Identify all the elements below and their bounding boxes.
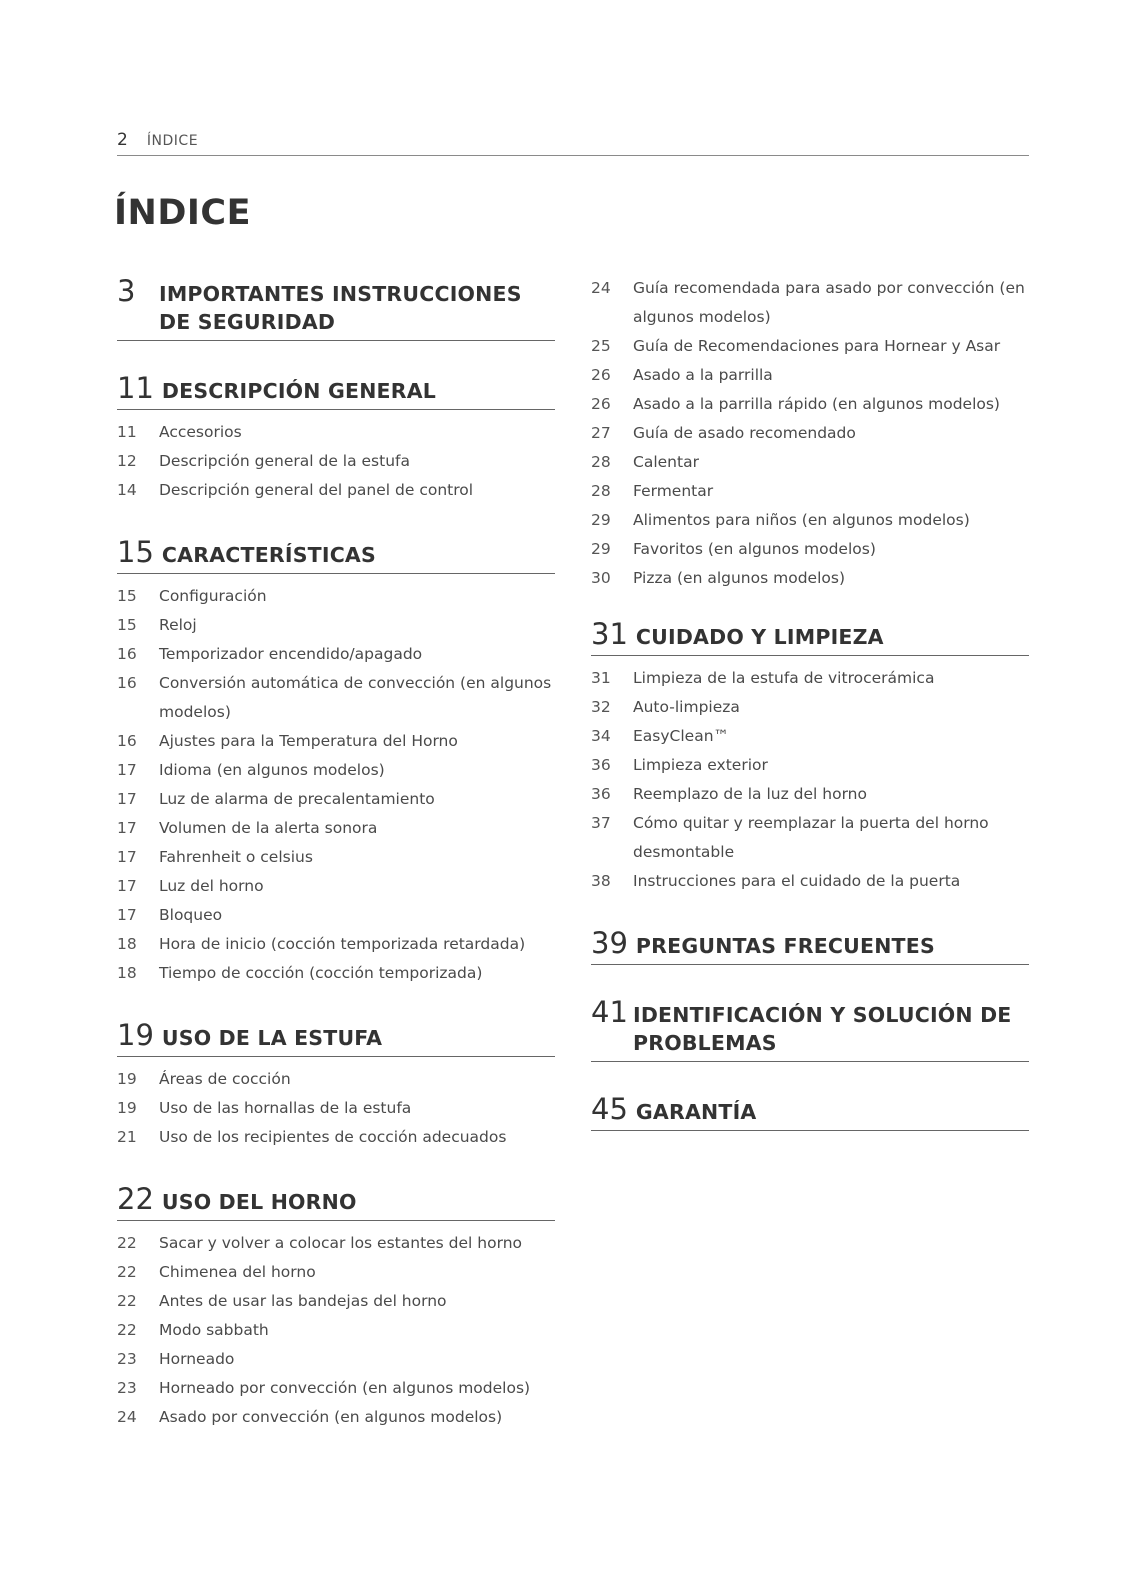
section-title: CARACTERÍSTICAS bbox=[161, 543, 376, 567]
entry-page-number: 28 bbox=[591, 482, 611, 500]
entry-page-number: 17 bbox=[117, 848, 137, 866]
toc-entry bbox=[591, 780, 1029, 809]
entry-page-number: 17 bbox=[117, 761, 137, 779]
toc-entry bbox=[591, 664, 1029, 693]
toc-entry bbox=[117, 1374, 555, 1403]
entry-text: Guía recomendada para asado por convección (en algunos modelos) bbox=[633, 279, 1025, 326]
toc-entry bbox=[117, 1123, 555, 1152]
toc-entry bbox=[591, 751, 1029, 780]
entry-text: Uso de las hornallas de la estufa bbox=[159, 1099, 412, 1117]
entry-text: Reemplazo de la luz del horno bbox=[633, 785, 867, 803]
section-number: 11 bbox=[117, 371, 154, 405]
entry-page-number: 26 bbox=[591, 395, 611, 413]
section-title: IMPORTANTES INSTRUCCIONES DE SEGURIDAD bbox=[159, 282, 522, 334]
entry-page-number: 17 bbox=[117, 877, 137, 895]
toc-section bbox=[117, 371, 555, 505]
section-heading bbox=[591, 995, 1029, 1062]
entry-text: Volumen de la alerta sonora bbox=[159, 819, 378, 837]
entry-text: Descripción general de la estufa bbox=[159, 452, 410, 470]
toc-entry bbox=[117, 640, 555, 669]
toc-section bbox=[117, 535, 555, 988]
entry-page-number: 11 bbox=[117, 423, 137, 441]
entry-page-number: 14 bbox=[117, 481, 137, 499]
entry-page-number: 17 bbox=[117, 790, 137, 808]
entry-text: Cómo quitar y reemplazar la puerta del horno desmontable bbox=[633, 814, 989, 861]
entry-text: Antes de usar las bandejas del horno bbox=[159, 1292, 447, 1310]
section-number: 15 bbox=[117, 535, 154, 569]
toc-entry bbox=[591, 506, 1029, 535]
toc-entry bbox=[117, 1345, 555, 1374]
toc-entry bbox=[591, 867, 1029, 896]
section-heading bbox=[591, 926, 1029, 965]
entry-page-number: 26 bbox=[591, 366, 611, 384]
entry-list bbox=[117, 1229, 555, 1432]
section-title: DESCRIPCIÓN GENERAL bbox=[161, 379, 437, 403]
section-title: GARANTÍA bbox=[635, 1100, 757, 1124]
entry-page-number: 22 bbox=[117, 1321, 137, 1339]
section-heading bbox=[117, 1018, 555, 1057]
entry-text: Auto-limpieza bbox=[633, 698, 740, 716]
toc-entry bbox=[591, 332, 1029, 361]
entry-text: Pizza (en algunos modelos) bbox=[633, 569, 845, 587]
entry-page-number: 30 bbox=[591, 569, 611, 587]
entry-page-number: 18 bbox=[117, 964, 137, 982]
entry-page-number: 16 bbox=[117, 645, 137, 663]
toc-left-column bbox=[117, 274, 555, 1462]
entry-text: Conversión automática de convección (en algunos modelos) bbox=[159, 674, 552, 721]
entry-text: Idioma (en algunos modelos) bbox=[159, 761, 385, 779]
entry-page-number: 23 bbox=[117, 1379, 137, 1397]
section-title: CUIDADO Y LIMPIEZA bbox=[635, 625, 884, 649]
entry-text: Luz de alarma de precalentamiento bbox=[159, 790, 435, 808]
entry-page-number: 15 bbox=[117, 616, 137, 634]
toc-entry bbox=[591, 390, 1029, 419]
section-heading bbox=[591, 617, 1029, 656]
section-heading bbox=[117, 371, 555, 410]
entry-page-number: 38 bbox=[591, 872, 611, 890]
toc-entry bbox=[591, 448, 1029, 477]
toc-entry bbox=[117, 1229, 555, 1258]
entry-list bbox=[591, 274, 1029, 593]
entry-page-number: 31 bbox=[591, 669, 611, 687]
entry-page-number: 34 bbox=[591, 727, 611, 745]
entry-text: Fahrenheit o celsius bbox=[159, 848, 313, 866]
section-number: 45 bbox=[591, 1092, 628, 1126]
entry-text: Guía de Recomendaciones para Hornear y Asar bbox=[633, 337, 1001, 355]
entry-page-number: 19 bbox=[117, 1099, 137, 1117]
entry-text: Uso de los recipientes de cocción adecuados bbox=[159, 1128, 507, 1146]
entry-page-number: 29 bbox=[591, 540, 611, 558]
entry-text: Descripción general del panel de control bbox=[159, 481, 474, 499]
toc-section bbox=[591, 1092, 1029, 1131]
entry-list bbox=[591, 664, 1029, 896]
running-title: ÍNDICE bbox=[146, 133, 199, 149]
toc-section bbox=[591, 617, 1029, 896]
entry-page-number: 22 bbox=[117, 1292, 137, 1310]
section-heading bbox=[117, 535, 555, 574]
section-number: 22 bbox=[117, 1182, 154, 1216]
entry-text: Tiempo de cocción (cocción temporizada) bbox=[159, 964, 483, 982]
toc-section bbox=[117, 1182, 555, 1432]
entry-page-number: 16 bbox=[117, 674, 137, 692]
entry-page-number: 21 bbox=[117, 1128, 137, 1146]
toc-entry bbox=[117, 582, 555, 611]
entry-text: Ajustes para la Temperatura del Horno bbox=[159, 732, 458, 750]
entry-page-number: 23 bbox=[117, 1350, 137, 1368]
entry-text: Limpieza de la estufa de vitrocerámica bbox=[633, 669, 935, 687]
toc-entry bbox=[591, 535, 1029, 564]
entry-text: Configuración bbox=[159, 587, 267, 605]
entry-text: Sacar y volver a colocar los estantes del horno bbox=[159, 1234, 523, 1252]
toc-entry bbox=[117, 930, 555, 959]
toc-section bbox=[591, 926, 1029, 965]
toc-entry bbox=[591, 419, 1029, 448]
entry-text: Luz del horno bbox=[159, 877, 264, 895]
section-heading bbox=[117, 1182, 555, 1221]
section-heading bbox=[117, 274, 555, 341]
entry-text: Calentar bbox=[633, 453, 699, 471]
toc-entry bbox=[591, 274, 1029, 332]
entry-page-number: 22 bbox=[117, 1263, 137, 1281]
toc-entry bbox=[117, 1403, 555, 1432]
entry-text: Guía de asado recomendado bbox=[633, 424, 856, 442]
entry-text: Alimentos para niños (en algunos modelos) bbox=[633, 511, 970, 529]
toc-entry bbox=[591, 693, 1029, 722]
section-title: IDENTIFICACIÓN Y SOLUCIÓN DE PROBLEMAS bbox=[633, 1003, 1012, 1055]
toc-entry bbox=[117, 447, 555, 476]
page-title: ÍNDICE bbox=[114, 193, 251, 233]
section-number: 19 bbox=[117, 1018, 154, 1052]
toc-entry bbox=[117, 1065, 555, 1094]
entry-list bbox=[117, 418, 555, 505]
entry-text: Modo sabbath bbox=[159, 1321, 269, 1339]
entry-text: Asado por convección (en algunos modelos) bbox=[159, 1408, 503, 1426]
toc-entry bbox=[591, 564, 1029, 593]
entry-text: Asado a la parrilla bbox=[633, 366, 773, 384]
entry-page-number: 25 bbox=[591, 337, 611, 355]
toc-entry bbox=[117, 1316, 555, 1345]
running-header bbox=[117, 130, 1029, 156]
entry-page-number: 17 bbox=[117, 906, 137, 924]
section-heading bbox=[591, 1092, 1029, 1131]
toc-section bbox=[117, 274, 555, 341]
toc-entry bbox=[117, 814, 555, 843]
section-number: 41 bbox=[591, 995, 628, 1029]
toc-right-column bbox=[591, 274, 1029, 1161]
toc-section bbox=[117, 1018, 555, 1152]
entry-text: Accesorios bbox=[159, 423, 242, 441]
toc-entry bbox=[117, 476, 555, 505]
entry-page-number: 24 bbox=[117, 1408, 137, 1426]
toc-entry bbox=[117, 611, 555, 640]
entry-text: Bloqueo bbox=[159, 906, 223, 924]
toc-entry bbox=[117, 1258, 555, 1287]
page-number: 2 bbox=[117, 130, 128, 150]
entry-text: Áreas de cocción bbox=[159, 1070, 291, 1088]
entry-text: Hora de inicio (cocción temporizada retardada) bbox=[159, 935, 526, 953]
entry-text: Instrucciones para el cuidado de la puerta bbox=[633, 872, 961, 890]
toc-entry bbox=[591, 722, 1029, 751]
toc-entry bbox=[117, 843, 555, 872]
entry-text: Reloj bbox=[159, 616, 197, 634]
section-title: USO DE LA ESTUFA bbox=[161, 1026, 383, 1050]
entry-page-number: 16 bbox=[117, 732, 137, 750]
toc-entry bbox=[591, 809, 1029, 867]
entry-page-number: 29 bbox=[591, 511, 611, 529]
toc-entry bbox=[117, 785, 555, 814]
toc-entry bbox=[117, 756, 555, 785]
toc-entry bbox=[117, 901, 555, 930]
entry-text: Fermentar bbox=[633, 482, 714, 500]
toc-entry bbox=[117, 727, 555, 756]
entry-page-number: 18 bbox=[117, 935, 137, 953]
entry-list bbox=[117, 582, 555, 988]
entry-page-number: 19 bbox=[117, 1070, 137, 1088]
toc-entry bbox=[117, 418, 555, 447]
toc-entry bbox=[117, 1287, 555, 1316]
section-title: USO DEL HORNO bbox=[161, 1190, 357, 1214]
entry-text: Chimenea del horno bbox=[159, 1263, 316, 1281]
entry-text: Asado a la parrilla rápido (en algunos modelos) bbox=[633, 395, 1000, 413]
toc-entry bbox=[117, 872, 555, 901]
entry-text: Favoritos (en algunos modelos) bbox=[633, 540, 876, 558]
entry-list bbox=[117, 1065, 555, 1152]
entry-page-number: 22 bbox=[117, 1234, 137, 1252]
entry-text: Temporizador encendido/apagado bbox=[159, 645, 423, 663]
entry-page-number: 32 bbox=[591, 698, 611, 716]
toc-entry bbox=[117, 959, 555, 988]
entry-page-number: 15 bbox=[117, 587, 137, 605]
toc-entry bbox=[591, 477, 1029, 506]
entry-page-number: 12 bbox=[117, 452, 137, 470]
toc-section bbox=[591, 995, 1029, 1062]
entry-text: Horneado bbox=[159, 1350, 235, 1368]
entry-text: Limpieza exterior bbox=[633, 756, 768, 774]
entry-text: Horneado por convección (en algunos modelos) bbox=[159, 1379, 531, 1397]
entry-page-number: 24 bbox=[591, 279, 611, 297]
entry-page-number: 27 bbox=[591, 424, 611, 442]
toc-entry bbox=[117, 669, 555, 727]
section-number: 31 bbox=[591, 617, 628, 651]
entry-page-number: 28 bbox=[591, 453, 611, 471]
entry-page-number: 37 bbox=[591, 814, 611, 832]
section-number: 3 bbox=[117, 274, 136, 308]
toc-entry bbox=[591, 361, 1029, 390]
toc-entry bbox=[117, 1094, 555, 1123]
section-number: 39 bbox=[591, 926, 628, 960]
entry-page-number: 17 bbox=[117, 819, 137, 837]
section-title: PREGUNTAS FRECUENTES bbox=[635, 934, 935, 958]
entry-text: EasyClean™ bbox=[633, 727, 730, 745]
entry-page-number: 36 bbox=[591, 756, 611, 774]
entry-page-number: 36 bbox=[591, 785, 611, 803]
